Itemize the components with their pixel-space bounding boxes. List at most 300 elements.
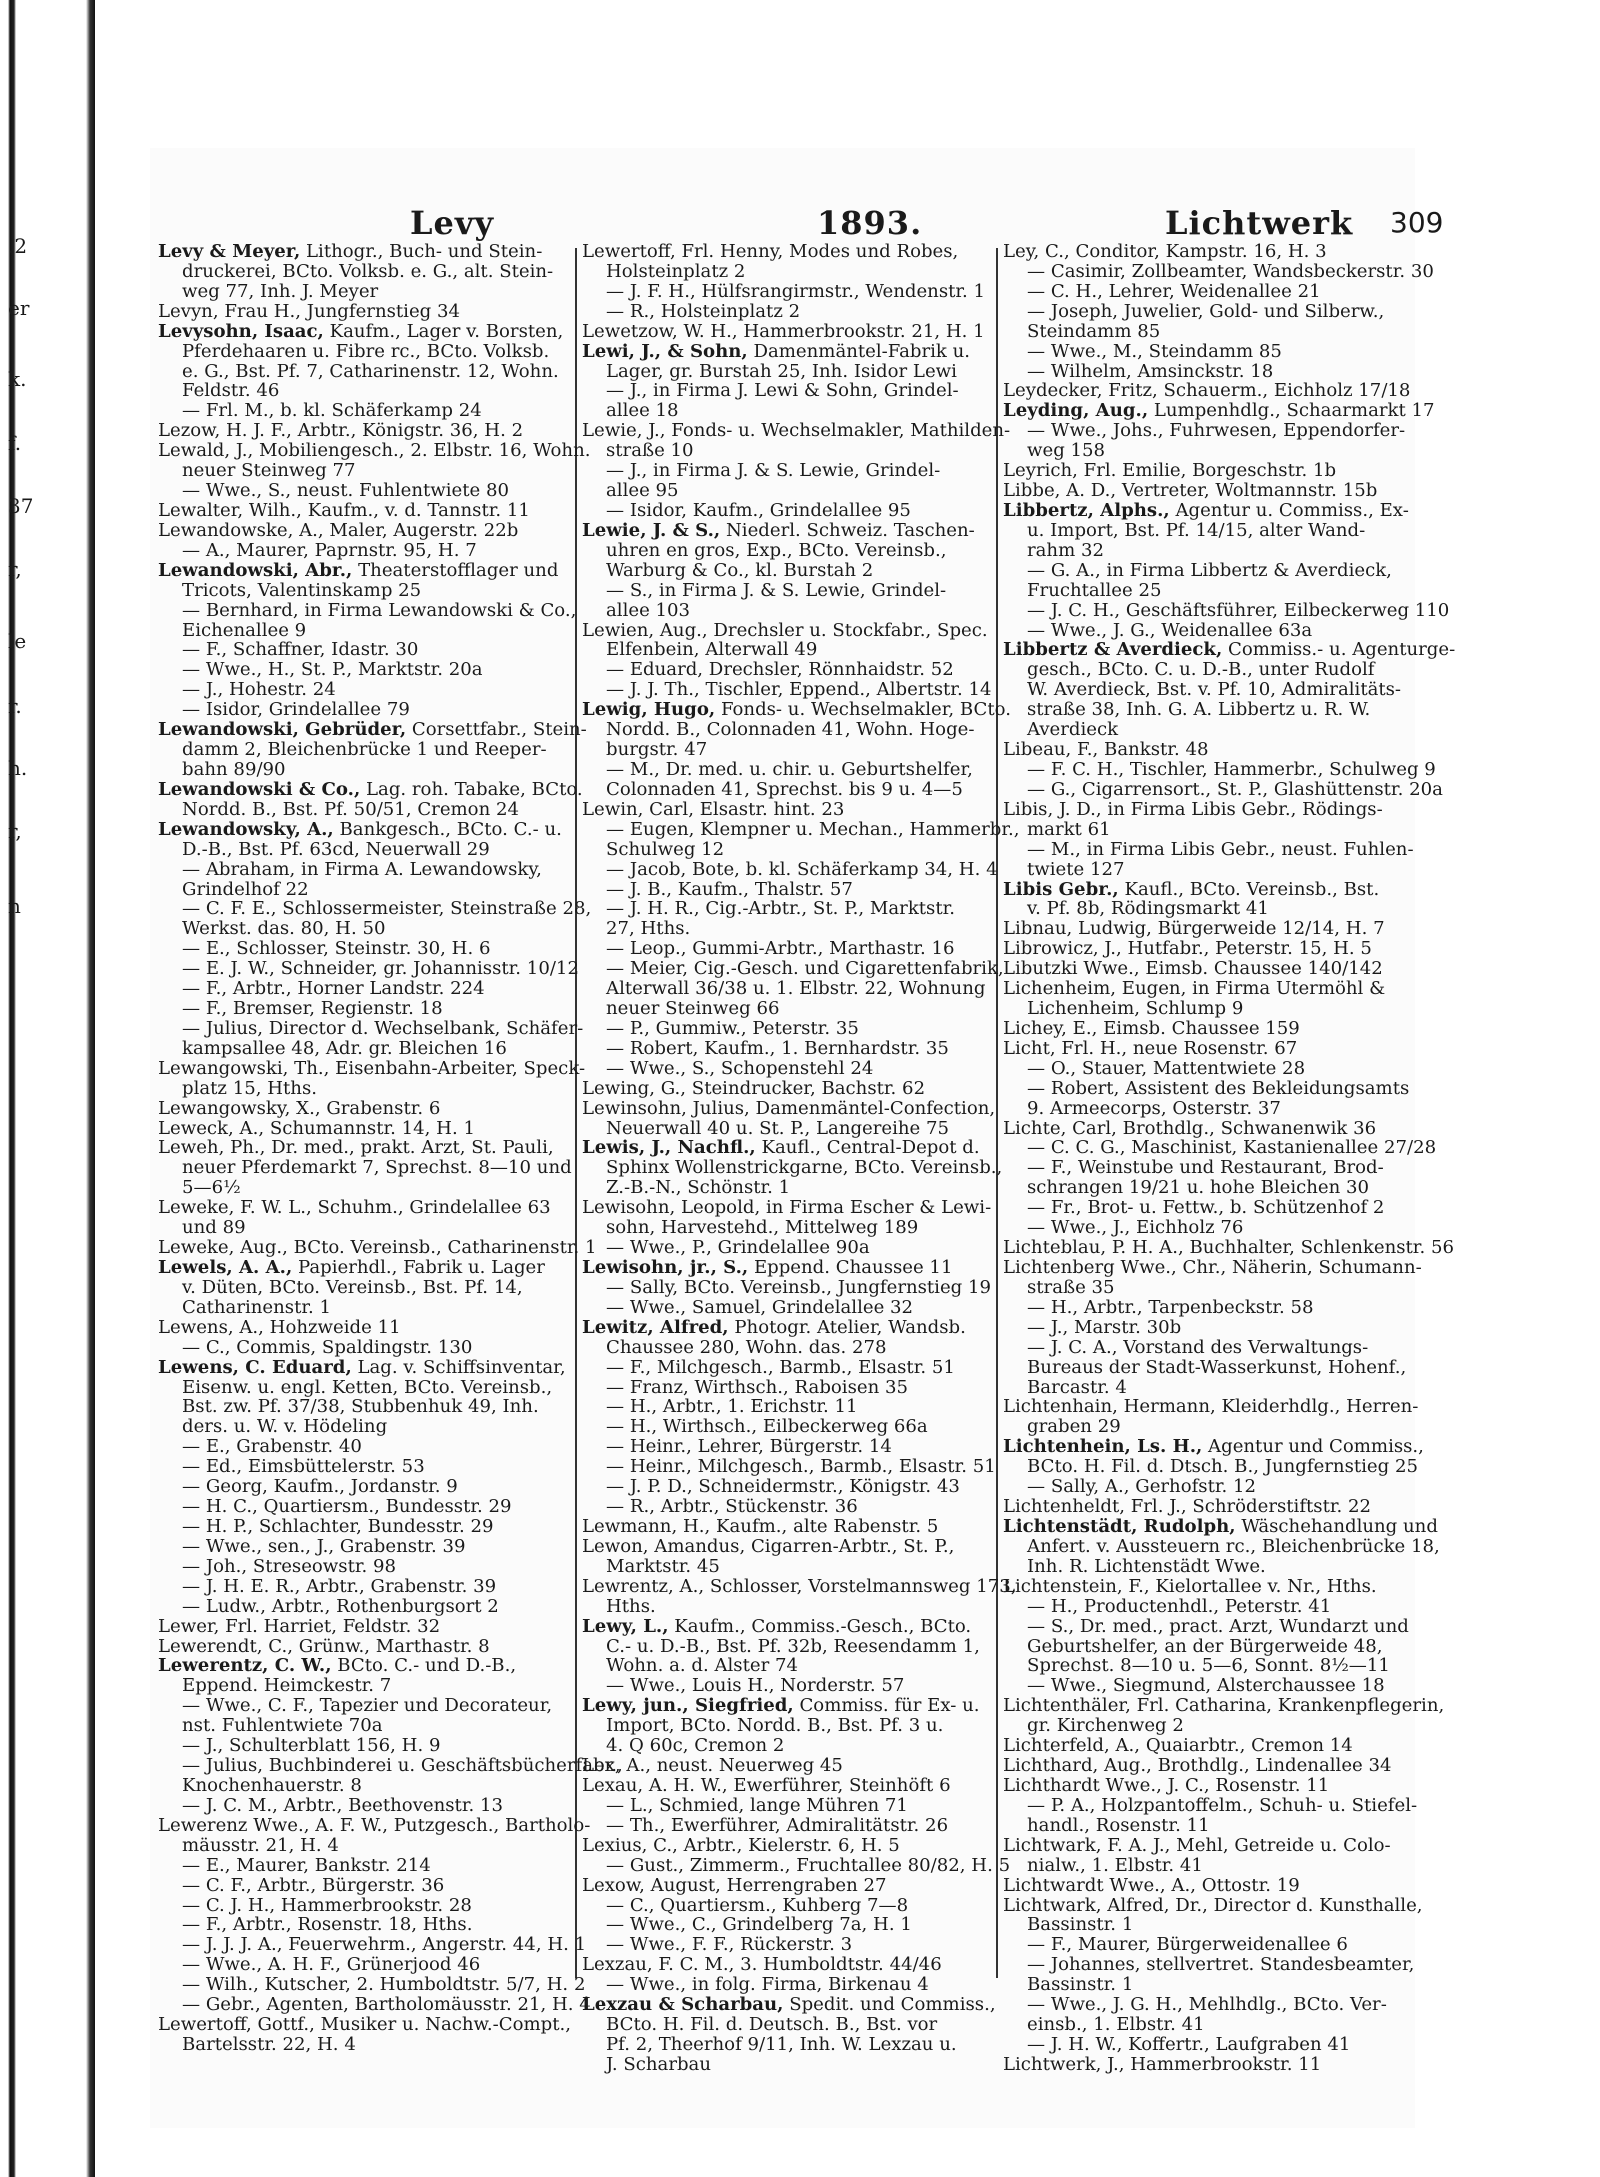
entry-text: — C., Commis, Spaldingstr. 130 bbox=[182, 1336, 473, 1358]
directory-entry-line bbox=[582, 2055, 992, 2075]
directory-entry-line bbox=[582, 362, 992, 382]
entry-text: Leyrich, Frl. Emilie, Borgeschstr. 1b bbox=[1003, 460, 1337, 482]
entry-firm-name: Lexzau & Scharbau, bbox=[582, 1994, 784, 2016]
entry-text: rahm 32 bbox=[1027, 539, 1105, 561]
directory-entry-line bbox=[1003, 461, 1413, 481]
directory-entry-line bbox=[158, 740, 568, 760]
entry-text: Leweke, Aug., BCto. Vereinsb., Catharinenstr. 1 bbox=[158, 1237, 597, 1259]
header-right-keyword: Lichtwerk bbox=[1165, 204, 1354, 242]
directory-entry-line bbox=[158, 1896, 568, 1916]
directory-entry-line bbox=[158, 1716, 568, 1736]
directory-entry-line bbox=[1003, 381, 1413, 401]
entry-text: — E., Maurer, Bankstr. 214 bbox=[182, 1854, 431, 1876]
directory-entry-line bbox=[158, 322, 568, 342]
entry-firm-name: Libbertz & Averdieck, bbox=[1003, 639, 1223, 661]
entry-text: Fonds- u. Wechselmakler, BCto. bbox=[715, 699, 1011, 721]
entry-text: und 89 bbox=[182, 1217, 246, 1239]
directory-entry-line bbox=[582, 1854, 1011, 1876]
entry-text: Librowicz, J., Hutfabr., Peterstr. 15, H. 5 bbox=[1003, 938, 1372, 960]
directory-entry-line bbox=[582, 461, 992, 481]
entry-text: Lichtenhain, Hermann, Kleiderhdlg., Herren- bbox=[1003, 1396, 1419, 1418]
entry-text: — C. H., Lehrer, Weidenallee 21 bbox=[1027, 280, 1321, 302]
entry-firm-name: Lewandowski & Co., bbox=[158, 778, 361, 800]
entry-text: u. Import, Bst. Pf. 14/15, alter Wand- bbox=[1027, 519, 1366, 541]
entry-text: Sphinx Wollenstrickgarne, BCto. Vereinsb., bbox=[606, 1157, 1003, 1179]
directory-entry-line bbox=[1003, 260, 1434, 282]
directory-entry-line bbox=[582, 1696, 992, 1716]
entry-text: twiete 127 bbox=[1027, 858, 1125, 880]
entry-firm-name: Levy & Meyer, bbox=[158, 241, 301, 262]
directory-entry-line bbox=[1003, 342, 1413, 362]
directory-entry-line bbox=[1003, 1597, 1413, 1617]
entry-text: 9. Armeecorps, Osterstr. 37 bbox=[1027, 1097, 1281, 1119]
directory-entry-line bbox=[1003, 481, 1413, 501]
directory-entry-line bbox=[158, 1517, 568, 1537]
directory-entry-line bbox=[158, 621, 568, 641]
entry-text: — H. P., Schlachter, Bundesstr. 29 bbox=[182, 1516, 494, 1537]
directory-entry-line bbox=[1003, 421, 1413, 441]
directory-entry-line bbox=[158, 1617, 568, 1637]
entry-text: BCto. H. Fil. d. Dtsch. B., Jungfernstieg 25 bbox=[1027, 1456, 1418, 1478]
entry-firm-name: Libis Gebr., bbox=[1003, 878, 1119, 900]
entry-text: Lichey, E., Eimsb. Chaussee 159 bbox=[1003, 1017, 1300, 1039]
directory-entry-line bbox=[582, 1637, 992, 1657]
directory-entry-line bbox=[582, 1796, 992, 1816]
entry-text: — Wwe., F. F., Rückerstr. 3 bbox=[606, 1934, 853, 1956]
entry-text: Lewandowske, A., Maler, Augerstr. 22b bbox=[158, 519, 519, 541]
entry-text: — Wwe., A. H. F., Grünerjood 46 bbox=[182, 1954, 481, 1976]
directory-entry-line bbox=[582, 1955, 992, 1975]
entry-text: — Wilh., Kutscher, 2. Humboldtstr. 5/7, H. 2 bbox=[182, 1974, 586, 1996]
directory-entry-line bbox=[1003, 840, 1413, 860]
entry-text: — Johannes, stellvertret. Standesbeamter, bbox=[1027, 1954, 1415, 1976]
directory-entry-line bbox=[1003, 1577, 1413, 1597]
directory-entry-line bbox=[582, 1656, 992, 1676]
directory-entry-line bbox=[1003, 800, 1413, 820]
entry-text: Lewmann, H., Kaufm., alte Rabenstr. 5 bbox=[582, 1516, 939, 1537]
directory-entry-line bbox=[582, 381, 992, 401]
entry-text: — Wwe., in folg. Firma, Birkenau 4 bbox=[606, 1974, 929, 1996]
directory-entry-line bbox=[1003, 1716, 1413, 1736]
directory-entry-line bbox=[1003, 660, 1413, 680]
entry-firm-name: Lewerentz, C. W., bbox=[158, 1655, 332, 1677]
directory-entry-line bbox=[1003, 1497, 1413, 1517]
directory-entry-line bbox=[158, 1537, 568, 1557]
directory-entry-line bbox=[1003, 1876, 1413, 1896]
entry-text: Libeau, F., Bankstr. 48 bbox=[1003, 739, 1209, 761]
entry-text: Alterwall 36/38 u. 1. Elbstr. 22, Wohnung bbox=[606, 978, 986, 1000]
directory-entry-line bbox=[1003, 400, 1435, 422]
directory-entry-line bbox=[582, 1198, 992, 1218]
entry-text: — C. J. H., Hammerbrookstr. 28 bbox=[182, 1894, 472, 1916]
entry-text: — H., Arbtr., 1. Erichstr. 11 bbox=[606, 1396, 858, 1418]
entry-text: 5—6½ bbox=[182, 1177, 241, 1199]
directory-entry-line bbox=[582, 1138, 992, 1158]
entry-text: — J. H. E. R., Arbtr., Grabenstr. 39 bbox=[182, 1575, 497, 1597]
directory-entry-line bbox=[158, 1079, 568, 1099]
directory-entry-line bbox=[1003, 561, 1413, 581]
directory-entry-line bbox=[1003, 700, 1413, 720]
entry-text: — F., Schaffner, Idastr. 30 bbox=[182, 639, 419, 661]
directory-entry-line bbox=[158, 680, 568, 700]
directory-entry-line bbox=[582, 999, 992, 1019]
entry-text: Holsteinplatz 2 bbox=[606, 260, 746, 282]
entry-text: Hths. bbox=[606, 1595, 656, 1617]
entry-text: — G., Cigarrensort., St. P., Glashüttenstr. 20a bbox=[1027, 778, 1443, 800]
directory-entry-line bbox=[582, 1039, 992, 1059]
entry-firm-name: Lewens, C. Eduard, bbox=[158, 1356, 352, 1378]
directory-entry-line bbox=[158, 541, 568, 561]
entry-text: — Leop., Gummi-Arbtr., Marthastr. 16 bbox=[606, 938, 955, 960]
directory-entry-line bbox=[158, 581, 568, 601]
entry-text: Lichtenheldt, Frl. J., Schröderstiftstr. 22 bbox=[1003, 1496, 1372, 1518]
entry-text: nialw., 1. Elbstr. 41 bbox=[1027, 1854, 1203, 1876]
directory-entry-line bbox=[582, 1298, 992, 1318]
entry-text: BCto. C.- und D.-B., bbox=[331, 1655, 517, 1677]
directory-entry-line bbox=[1003, 1198, 1413, 1218]
entry-text: — P. A., Holzpantoffelm., Schuh- u. Stiefel- bbox=[1027, 1794, 1418, 1816]
entry-firm-name: Lewis, J., Nachfl., bbox=[582, 1137, 756, 1159]
directory-entry-line bbox=[1003, 1137, 1437, 1159]
entry-text: — Frl. M., b. kl. Schäferkamp 24 bbox=[182, 400, 482, 422]
directory-entry-line bbox=[582, 720, 992, 740]
entry-text: v. Pf. 8b, Rödingsmarkt 41 bbox=[1027, 898, 1269, 920]
entry-text: — F. C. H., Tischler, Hammerbr., Schulweg 9 bbox=[1027, 758, 1436, 780]
entry-text: burgstr. 47 bbox=[606, 739, 708, 761]
entry-text: — J., Hohestr. 24 bbox=[182, 679, 336, 701]
directory-entry-line bbox=[582, 1836, 992, 1856]
entry-text: — Th., Ewerführer, Admiralitätstr. 26 bbox=[606, 1814, 949, 1836]
directory-entry-line bbox=[158, 282, 568, 302]
directory-entry-line bbox=[158, 1676, 568, 1696]
previous-page-fragment: r, bbox=[8, 819, 22, 843]
entry-text: — C., Quartiersm., Kuhberg 7—8 bbox=[606, 1894, 909, 1916]
directory-entry-line bbox=[582, 1557, 992, 1577]
directory-entry-line bbox=[582, 1178, 992, 1198]
entry-text: neuer Steinweg 77 bbox=[182, 460, 356, 482]
directory-entry-line bbox=[158, 461, 568, 481]
directory-entry-line bbox=[582, 481, 992, 501]
directory-entry-line bbox=[582, 840, 992, 860]
entry-firm-name: Lewitz, Alfred, bbox=[582, 1316, 729, 1338]
directory-entry-line bbox=[1003, 1557, 1413, 1577]
entry-text: — Wwe., M., Steindamm 85 bbox=[1027, 340, 1282, 362]
directory-entry-line bbox=[1003, 1338, 1413, 1358]
entry-text: Lichtenthäler, Frl. Catharina, Krankenpflegerin, bbox=[1003, 1695, 1445, 1717]
previous-page-fragment: k. bbox=[8, 367, 27, 391]
entry-text: v. Düten, BCto. Vereinsb., Bst. Pf. 14, bbox=[182, 1276, 523, 1298]
entry-text: — J. J. J. A., Feuerwehrm., Angerstr. 44, H. 1 bbox=[182, 1934, 587, 1956]
directory-entry-line bbox=[1003, 1975, 1413, 1995]
directory-entry-line bbox=[1003, 2055, 1413, 2075]
directory-entry-line bbox=[1003, 2035, 1413, 2055]
entry-text: — J. C. H., Geschäftsführer, Eilbeckerweg 110 bbox=[1027, 599, 1450, 621]
entry-text: Lexow, August, Herrengraben 27 bbox=[582, 1874, 887, 1896]
directory-entry-line bbox=[1003, 919, 1413, 939]
directory-entry-line bbox=[158, 1278, 568, 1298]
entry-text: Libutzki Wwe., Eimsb. Chaussee 140/142 bbox=[1003, 958, 1383, 980]
entry-text: — S., in Firma J. & S. Lewie, Grindel- bbox=[606, 579, 947, 601]
entry-text: — Isidor, Kaufm., Grindelallee 95 bbox=[606, 499, 911, 521]
entry-text: D.-B., Bst. Pf. 63cd, Neuerwall 29 bbox=[182, 838, 490, 860]
directory-entry-line bbox=[582, 541, 992, 561]
previous-page-fragment: 37 bbox=[8, 494, 34, 518]
entry-text: Theaterstofflager und bbox=[352, 559, 559, 581]
entry-text: handl., Rosenstr. 11 bbox=[1027, 1814, 1210, 1836]
directory-entry-line bbox=[158, 1017, 584, 1039]
entry-text: uhren en gros, Exp., BCto. Vereinsb., bbox=[606, 539, 947, 561]
entry-text: — Sally, BCto. Vereinsb., Jungfernstieg 19 bbox=[606, 1276, 992, 1298]
entry-text: — Heinr., Milchgesch., Barmb., Elsastr. 51 bbox=[606, 1456, 996, 1478]
directory-entry-line bbox=[158, 1934, 587, 1956]
entry-text: straße 38, Inh. G. A. Libbertz u. R. W. bbox=[1027, 699, 1371, 721]
entry-text: Lithogr., Buch- und Stein- bbox=[300, 241, 543, 262]
directory-entry-line bbox=[582, 1716, 992, 1736]
directory-entry-line bbox=[582, 1935, 992, 1955]
entry-text: — Joh., Streseowstr. 98 bbox=[182, 1555, 397, 1577]
directory-entry-line bbox=[582, 1896, 992, 1916]
entry-text: — R., Holsteinplatz 2 bbox=[606, 300, 801, 322]
column-divider-2 bbox=[996, 248, 998, 1978]
entry-text: Neuerwall 40 u. St. P., Langereihe 75 bbox=[606, 1117, 950, 1139]
entry-text: Bankgesch., BCto. C.- u. bbox=[333, 818, 562, 840]
entry-text: Z.-B.-N., Schönstr. 1 bbox=[606, 1177, 791, 1199]
entry-text: Commiss. für Ex- u. bbox=[793, 1695, 980, 1717]
entry-text: Commiss.- u. Agenturge- bbox=[1222, 639, 1456, 661]
directory-entry-line bbox=[582, 1994, 996, 2016]
directory-entry-line bbox=[1003, 1794, 1418, 1816]
directory-entry-line bbox=[1003, 1278, 1413, 1298]
entry-text: Lichtenberg Wwe., Chr., Näherin, Schumann- bbox=[1003, 1257, 1422, 1279]
directory-entry-line bbox=[158, 1298, 568, 1318]
directory-entry-line bbox=[158, 1318, 568, 1338]
entry-text: Lewin, Carl, Elsastr. hint. 23 bbox=[582, 798, 845, 820]
directory-entry-line bbox=[1003, 1178, 1413, 1198]
entry-text: — Jacob, Bote, b. kl. Schäferkamp 34, H. 4 bbox=[606, 858, 998, 880]
entry-text: allee 18 bbox=[606, 400, 679, 422]
entry-text: — J. C. A., Vorstand des Verwaltungs- bbox=[1027, 1336, 1369, 1358]
directory-entry-line bbox=[1003, 322, 1413, 342]
directory-entry-line bbox=[1003, 1637, 1413, 1657]
entry-text: — J., Schulterblatt 156, H. 9 bbox=[182, 1735, 441, 1757]
entry-text: Colonnaden 41, Sprechst. bis 9 u. 4—5 bbox=[606, 778, 963, 800]
directory-entry-line bbox=[158, 1237, 597, 1259]
entry-text: allee 103 bbox=[606, 599, 691, 621]
directory-entry-line bbox=[158, 1577, 568, 1597]
entry-text: — Eugen, Klempner u. Mechan., Hammerbr., bbox=[606, 818, 1020, 840]
entry-text: Corsettfabr., Stein- bbox=[406, 719, 587, 741]
directory-entry-line bbox=[158, 1955, 568, 1975]
directory-entry-line bbox=[1003, 1298, 1413, 1318]
entry-firm-name: Lewisohn, jr., S., bbox=[582, 1257, 749, 1279]
directory-entry-line bbox=[582, 680, 992, 700]
entry-text: Lichte, Carl, Brothdlg., Schwanenwik 36 bbox=[1003, 1117, 1377, 1139]
entry-text: Lexau, A. H. W., Ewerführer, Steinhöft 6 bbox=[582, 1774, 951, 1796]
entry-text: Lichthardt Wwe., J. C., Rosenstr. 11 bbox=[1003, 1774, 1330, 1796]
entry-text: Leydecker, Fritz, Schauerm., Eichholz 17/18 bbox=[1003, 380, 1411, 402]
entry-text: Fruchtallee 25 bbox=[1027, 579, 1162, 601]
directory-entry-line bbox=[1003, 1059, 1413, 1079]
directory-entry-line bbox=[1003, 939, 1413, 959]
directory-entry-line bbox=[158, 898, 592, 920]
entry-text: Wohn. a. d. Alster 74 bbox=[606, 1655, 798, 1677]
entry-text: — F., Milchgesch., Barmb., Elsastr. 51 bbox=[606, 1356, 955, 1378]
directory-entry-line bbox=[1003, 1257, 1422, 1279]
entry-text: 4. Q 60c, Cremon 2 bbox=[606, 1735, 785, 1757]
entry-text: Lewien, Aug., Drechsler u. Stockfabr., Spec. bbox=[582, 619, 988, 641]
directory-entry-line bbox=[1003, 1378, 1413, 1398]
directory-entry-line bbox=[158, 1039, 568, 1059]
entry-text: graben 29 bbox=[1027, 1416, 1121, 1438]
directory-entry-line bbox=[582, 919, 992, 939]
entry-text: kampsallee 48, Adr. gr. Bleichen 16 bbox=[182, 1037, 507, 1059]
directory-entry-line bbox=[1003, 1158, 1413, 1178]
entry-text: — F., Arbtr., Rosenstr. 18, Hths. bbox=[182, 1914, 473, 1936]
entry-text: Lumpenhdlg., Schaarmarkt 17 bbox=[1148, 400, 1435, 422]
directory-entry-line bbox=[582, 740, 992, 760]
entry-text: Lewald, J., Mobiliengesch., 2. Elbstr. 16, Wohn. bbox=[158, 440, 591, 462]
entry-text: Eppend. Heimckestr. 7 bbox=[182, 1675, 392, 1697]
entry-text: Lewangowsky, X., Grabenstr. 6 bbox=[158, 1097, 441, 1119]
directory-entry-line bbox=[1003, 1995, 1413, 2015]
previous-page-fragment: h. bbox=[8, 756, 28, 780]
entry-text: — Ludw., Arbtr., Rothenburgsort 2 bbox=[182, 1595, 499, 1617]
entry-text: Averdieck bbox=[1027, 719, 1119, 741]
directory-entry-line bbox=[582, 621, 992, 641]
entry-text: Lag. v. Schiffsinventar, bbox=[351, 1356, 566, 1378]
directory-entry-line bbox=[158, 362, 568, 382]
entry-text: — Wwe., Johs., Fuhrwesen, Eppendorfer- bbox=[1027, 420, 1406, 442]
entry-text: — F., Maurer, Bürgerweidenallee 6 bbox=[1027, 1934, 1348, 1956]
directory-entry-line bbox=[158, 599, 577, 621]
directory-entry-line bbox=[582, 1497, 992, 1517]
entry-text: neuer Steinweg 66 bbox=[606, 998, 780, 1020]
directory-entry-line bbox=[1003, 758, 1436, 780]
entry-text: Libis, J. D., in Firma Libis Gebr., Rödings- bbox=[1003, 798, 1383, 820]
directory-entry-line bbox=[582, 818, 1020, 840]
directory-entry-line bbox=[158, 1157, 572, 1179]
directory-entry-line bbox=[158, 1338, 568, 1358]
directory-entry-line bbox=[158, 1597, 568, 1617]
entry-text: allee 95 bbox=[606, 480, 679, 502]
directory-entry-line bbox=[1003, 1776, 1413, 1796]
entry-text: — Robert, Kaufm., 1. Bernhardstr. 35 bbox=[606, 1037, 949, 1059]
entry-text: — Ed., Eimsbüttelerstr. 53 bbox=[182, 1456, 425, 1478]
directory-entry-line bbox=[582, 1676, 992, 1696]
directory-entry-line bbox=[1003, 302, 1413, 322]
entry-firm-name: Libbertz, Alphs., bbox=[1003, 499, 1170, 521]
entry-text: — Franz, Wirthsch., Raboisen 35 bbox=[606, 1376, 909, 1398]
directory-entry-line bbox=[1003, 1477, 1413, 1497]
directory-entry-line bbox=[1003, 860, 1413, 880]
directory-entry-line bbox=[582, 1318, 992, 1338]
directory-entry-line bbox=[158, 1138, 568, 1158]
entry-text: — Wwe., Samuel, Grindelallee 32 bbox=[606, 1296, 914, 1318]
entry-text: — P., Gummiw., Peterstr. 35 bbox=[606, 1017, 859, 1039]
directory-entry-line bbox=[1003, 959, 1413, 979]
directory-entry-line bbox=[582, 1338, 992, 1358]
entry-text: Lewrentz, A., Schlosser, Vorstelmannsweg 173, bbox=[582, 1575, 1017, 1597]
entry-text: Licht, Frl. H., neue Rosenstr. 67 bbox=[1003, 1037, 1298, 1059]
entry-text: Lewertoff, Gottf., Musiker u. Nachw.-Compt., bbox=[158, 2014, 571, 2036]
directory-entry-line bbox=[582, 1258, 992, 1278]
directory-entry-line bbox=[582, 1456, 996, 1478]
entry-text: Levyn, Frau H., Jungfernstieg 34 bbox=[158, 300, 461, 322]
directory-entry-line bbox=[1003, 778, 1443, 800]
entry-text: platz 15, Hths. bbox=[182, 1077, 317, 1099]
entry-text: — Bernhard, in Firma Lewandowski & Co., bbox=[182, 599, 577, 621]
entry-text: — R., Arbtr., Stückenstr. 36 bbox=[606, 1496, 858, 1518]
entry-text: — Gebr., Agenten, Bartholomäusstr. 21, H. 4 bbox=[182, 1994, 591, 2016]
directory-entry-line bbox=[582, 401, 992, 421]
entry-text: Kaufl., Central-Depot d. bbox=[755, 1137, 980, 1159]
directory-entry-line bbox=[582, 601, 992, 621]
directory-entry-line bbox=[1003, 1935, 1413, 1955]
directory-entry-line bbox=[1003, 680, 1413, 700]
entry-text: — Isidor, Grindelallee 79 bbox=[182, 699, 410, 721]
directory-entry-line bbox=[158, 1776, 568, 1796]
entry-text: Grindelhof 22 bbox=[182, 878, 309, 900]
entry-text: — J. H. R., Cig.-Arbtr., St. P., Marktstr. bbox=[606, 898, 956, 920]
entry-text: Import, BCto. Nordd. B., Bst. Pf. 3 u. bbox=[606, 1715, 944, 1737]
entry-text: Inh. R. Lichtenstädt Wwe. bbox=[1027, 1555, 1266, 1577]
entry-text: J. Scharbau bbox=[606, 2053, 711, 2075]
entry-text: — Wwe., C. F., Tapezier und Decorateur, bbox=[182, 1695, 553, 1717]
directory-entry-line bbox=[1003, 541, 1413, 561]
directory-entry-line bbox=[1003, 1218, 1413, 1238]
entry-firm-name: Lewy, jun., Siegfried, bbox=[582, 1695, 794, 1717]
entry-text: Agentur und Commiss., bbox=[1202, 1436, 1424, 1458]
entry-text: Lewens, A., Hohzweide 11 bbox=[158, 1316, 401, 1338]
entry-text: Anfert. v. Aussteuern rc., Bleichenbrücke 18, bbox=[1027, 1535, 1440, 1557]
directory-entry-line bbox=[158, 381, 568, 401]
entry-text: — F., Arbtr., Horner Landstr. 224 bbox=[182, 978, 485, 1000]
directory-entry-line bbox=[582, 342, 992, 362]
entry-text: Lexzau, F. C. M., 3. Humboldtstr. 44/46 bbox=[582, 1954, 942, 1976]
directory-entry-line bbox=[1003, 1516, 1438, 1537]
entry-text: Lichtenstein, F., Kielortallee v. Nr., Hths. bbox=[1003, 1575, 1377, 1597]
directory-entry-line bbox=[1003, 1318, 1413, 1338]
directory-entry-line bbox=[158, 440, 591, 462]
directory-entry-line bbox=[1003, 1676, 1413, 1696]
directory-entry-line bbox=[158, 778, 583, 800]
entry-text: Nordd. B., Colonnaden 41, Wohn. Hoge- bbox=[606, 719, 975, 741]
directory-entry-line bbox=[158, 561, 568, 581]
entry-text: Eisenw. u. engl. Ketten, BCto. Vereinsb., bbox=[182, 1376, 553, 1398]
scan-binding-shadow bbox=[0, 0, 95, 2177]
entry-text: Lichteblau, P. H. A., Buchhalter, Schlenkenstr. 56 bbox=[1003, 1237, 1454, 1259]
directory-entry-line bbox=[158, 1258, 568, 1278]
entry-firm-name: Lewandowsky, A., bbox=[158, 818, 334, 840]
directory-column-1 bbox=[158, 241, 623, 2055]
entry-text: — J. J. Th., Tischler, Eppend., Albertstr. 14 bbox=[606, 679, 992, 701]
directory-entry-line bbox=[582, 1157, 1003, 1179]
directory-entry-line bbox=[582, 660, 992, 680]
directory-entry-line bbox=[1003, 1358, 1413, 1378]
entry-firm-name: Lewi, J., & Sohn, bbox=[582, 340, 748, 362]
entry-text: Feldstr. 46 bbox=[182, 380, 280, 402]
entry-firm-name: Lewy, L., bbox=[582, 1615, 669, 1637]
directory-entry-line bbox=[582, 1437, 992, 1457]
directory-entry-line bbox=[158, 880, 568, 900]
entry-text: Pf. 2, Theerhof 9/11, Inh. W. Lexzau u. bbox=[606, 2033, 957, 2055]
entry-text: Lexius, C., Arbtr., Kielerstr. 6, H. 5 bbox=[582, 1834, 900, 1856]
directory-entry-line bbox=[1003, 1436, 1424, 1458]
directory-entry-line bbox=[582, 979, 992, 999]
directory-entry-line bbox=[158, 660, 568, 680]
directory-entry-line bbox=[158, 481, 568, 501]
directory-entry-line bbox=[582, 282, 992, 302]
